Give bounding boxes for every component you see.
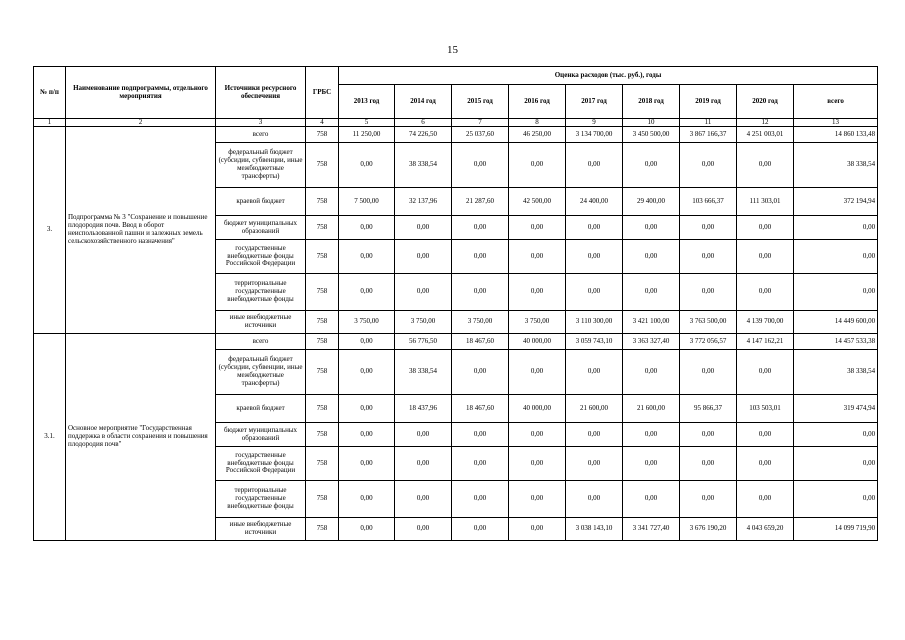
- value-cell: 21 600,00: [623, 395, 680, 423]
- total-cell: 372 194,94: [794, 188, 878, 216]
- header-year: 2020 год: [737, 85, 794, 119]
- value-cell: 0,00: [623, 143, 680, 188]
- value-cell: 0,00: [566, 423, 623, 447]
- value-cell: 74 226,50: [395, 127, 452, 143]
- value-cell: 3 867 166,37: [680, 127, 737, 143]
- value-cell: 0,00: [680, 447, 737, 481]
- source-cell: краевой бюджет: [216, 395, 306, 423]
- grbs-cell: 758: [306, 395, 339, 423]
- value-cell: 3 110 300,00: [566, 311, 623, 334]
- source-cell: территориальные государственные внебюджетные фонды: [216, 274, 306, 311]
- page-number: 15: [447, 44, 458, 56]
- total-cell: 319 474,94: [794, 395, 878, 423]
- source-cell: государственные внебюджетные фонды Российской Федерации: [216, 447, 306, 481]
- value-cell: 11 250,00: [339, 127, 395, 143]
- value-cell: 29 400,00: [623, 188, 680, 216]
- column-number: 3: [216, 119, 306, 127]
- value-cell: 0,00: [566, 143, 623, 188]
- value-cell: 25 037,60: [452, 127, 509, 143]
- header-year: 2016 год: [509, 85, 566, 119]
- value-cell: 0,00: [452, 216, 509, 240]
- value-cell: 0,00: [395, 216, 452, 240]
- value-cell: 0,00: [680, 350, 737, 395]
- value-cell: 0,00: [452, 423, 509, 447]
- column-number: 12: [737, 119, 794, 127]
- value-cell: 0,00: [509, 350, 566, 395]
- column-number: 10: [623, 119, 680, 127]
- value-cell: 42 500,00: [509, 188, 566, 216]
- value-cell: 7 500,00: [339, 188, 395, 216]
- value-cell: 0,00: [452, 481, 509, 518]
- value-cell: 0,00: [623, 447, 680, 481]
- header-year: 2018 год: [623, 85, 680, 119]
- value-cell: 3 750,00: [339, 311, 395, 334]
- value-cell: 0,00: [623, 481, 680, 518]
- value-cell: 95 866,37: [680, 395, 737, 423]
- value-cell: 3 059 743,10: [566, 334, 623, 350]
- value-cell: 3 763 500,00: [680, 311, 737, 334]
- source-cell: бюджет муниципальных образований: [216, 216, 306, 240]
- value-cell: 0,00: [339, 334, 395, 350]
- value-cell: 0,00: [623, 274, 680, 311]
- grbs-cell: 758: [306, 334, 339, 350]
- value-cell: 0,00: [509, 447, 566, 481]
- header-year: 2013 год: [339, 85, 395, 119]
- total-cell: 0,00: [794, 481, 878, 518]
- value-cell: 0,00: [566, 240, 623, 274]
- source-cell: федеральный бюджет (субсидии, субвенции, иные межбюджетные трансферты): [216, 143, 306, 188]
- header-name: Наименование подпрограммы, отдельного мероприятия: [66, 67, 216, 119]
- value-cell: 0,00: [339, 240, 395, 274]
- total-cell: 14 099 719,90: [794, 518, 878, 541]
- source-cell: территориальные государственные внебюджетные фонды: [216, 481, 306, 518]
- total-cell: 14 860 133,48: [794, 127, 878, 143]
- grbs-cell: 758: [306, 518, 339, 541]
- value-cell: 0,00: [452, 240, 509, 274]
- column-number: 7: [452, 119, 509, 127]
- column-number: 2: [66, 119, 216, 127]
- value-cell: 4 147 162,21: [737, 334, 794, 350]
- source-cell: краевой бюджет: [216, 188, 306, 216]
- value-cell: 111 303,01: [737, 188, 794, 216]
- source-cell: бюджет муниципальных образований: [216, 423, 306, 447]
- column-number: 4: [306, 119, 339, 127]
- value-cell: 0,00: [566, 350, 623, 395]
- header-total: всего: [794, 85, 878, 119]
- value-cell: 0,00: [395, 447, 452, 481]
- value-cell: 0,00: [339, 423, 395, 447]
- value-cell: 46 250,00: [509, 127, 566, 143]
- table-row: [34, 127, 878, 143]
- total-cell: 0,00: [794, 423, 878, 447]
- total-cell: 38 338,54: [794, 143, 878, 188]
- column-number: 13: [794, 119, 878, 127]
- total-cell: 0,00: [794, 447, 878, 481]
- value-cell: 38 338,54: [395, 143, 452, 188]
- total-cell: 0,00: [794, 216, 878, 240]
- value-cell: 0,00: [566, 274, 623, 311]
- source-cell: всего: [216, 127, 306, 143]
- source-cell: государственные внебюджетные фонды Российской Федерации: [216, 240, 306, 274]
- value-cell: 0,00: [623, 216, 680, 240]
- value-cell: 21 287,60: [452, 188, 509, 216]
- value-cell: 0,00: [680, 481, 737, 518]
- grbs-cell: 758: [306, 481, 339, 518]
- total-cell: 0,00: [794, 240, 878, 274]
- value-cell: 0,00: [509, 518, 566, 541]
- column-number: 1: [34, 119, 66, 127]
- value-cell: 0,00: [509, 143, 566, 188]
- value-cell: 0,00: [452, 350, 509, 395]
- value-cell: 56 776,50: [395, 334, 452, 350]
- column-number: 9: [566, 119, 623, 127]
- column-numbers-row: [34, 119, 878, 127]
- value-cell: 0,00: [509, 274, 566, 311]
- value-cell: 24 400,00: [566, 188, 623, 216]
- value-cell: 0,00: [452, 518, 509, 541]
- value-cell: 3 421 100,00: [623, 311, 680, 334]
- value-cell: 0,00: [395, 481, 452, 518]
- column-number: 5: [339, 119, 395, 127]
- grbs-cell: 758: [306, 447, 339, 481]
- table-body: [34, 127, 878, 541]
- value-cell: 3 134 700,00: [566, 127, 623, 143]
- value-cell: 38 338,54: [395, 350, 452, 395]
- value-cell: 0,00: [339, 481, 395, 518]
- value-cell: 0,00: [509, 216, 566, 240]
- value-cell: 32 137,96: [395, 188, 452, 216]
- value-cell: 0,00: [737, 274, 794, 311]
- source-cell: всего: [216, 334, 306, 350]
- table-row: [34, 334, 878, 350]
- value-cell: 0,00: [395, 240, 452, 274]
- value-cell: 3 450 500,00: [623, 127, 680, 143]
- header-num: № п/п: [34, 67, 66, 119]
- budget-table: [33, 66, 878, 541]
- value-cell: 0,00: [395, 274, 452, 311]
- value-cell: 18 467,60: [452, 395, 509, 423]
- value-cell: 3 750,00: [509, 311, 566, 334]
- total-cell: 14 457 533,38: [794, 334, 878, 350]
- value-cell: 4 251 003,01: [737, 127, 794, 143]
- column-number: 11: [680, 119, 737, 127]
- section-name: Подпрограмма № 3 "Сохранение и повышение плодородия почв. Ввод в оборот неиспользованной пашни и залежных земель сельскохозяйственного назначения": [66, 127, 216, 334]
- grbs-cell: 758: [306, 350, 339, 395]
- value-cell: 40 000,00: [509, 395, 566, 423]
- value-cell: 0,00: [452, 447, 509, 481]
- value-cell: 3 363 327,40: [623, 334, 680, 350]
- value-cell: 0,00: [509, 240, 566, 274]
- value-cell: 0,00: [680, 143, 737, 188]
- value-cell: 0,00: [737, 216, 794, 240]
- value-cell: 0,00: [339, 518, 395, 541]
- value-cell: 4 043 659,20: [737, 518, 794, 541]
- value-cell: 0,00: [566, 216, 623, 240]
- value-cell: 0,00: [623, 350, 680, 395]
- value-cell: 103 666,37: [680, 188, 737, 216]
- value-cell: 0,00: [339, 216, 395, 240]
- value-cell: 3 772 056,57: [680, 334, 737, 350]
- column-number: 6: [395, 119, 452, 127]
- value-cell: 0,00: [339, 447, 395, 481]
- source-cell: иные внебюджетные источники: [216, 311, 306, 334]
- grbs-cell: 758: [306, 216, 339, 240]
- value-cell: 0,00: [737, 481, 794, 518]
- section-number: 3.: [34, 127, 66, 334]
- grbs-cell: 758: [306, 274, 339, 311]
- section-number: 3.1.: [34, 334, 66, 541]
- value-cell: 0,00: [339, 350, 395, 395]
- value-cell: 0,00: [623, 240, 680, 274]
- section-name: Основное мероприятие "Государственная поддержка в области сохранения и повышения плодородия почв": [66, 334, 216, 541]
- value-cell: 3 750,00: [452, 311, 509, 334]
- header-grbs: ГРБС: [306, 67, 339, 119]
- value-cell: 0,00: [680, 216, 737, 240]
- value-cell: 0,00: [680, 274, 737, 311]
- value-cell: 0,00: [452, 274, 509, 311]
- total-cell: 14 449 600,00: [794, 311, 878, 334]
- value-cell: 0,00: [452, 143, 509, 188]
- value-cell: 4 139 700,00: [737, 311, 794, 334]
- header-year: 2014 год: [395, 85, 452, 119]
- value-cell: 21 600,00: [566, 395, 623, 423]
- value-cell: 0,00: [339, 143, 395, 188]
- value-cell: 0,00: [566, 447, 623, 481]
- total-cell: 38 338,54: [794, 350, 878, 395]
- value-cell: 0,00: [509, 423, 566, 447]
- grbs-cell: 758: [306, 423, 339, 447]
- value-cell: 0,00: [395, 518, 452, 541]
- value-cell: 3 038 143,10: [566, 518, 623, 541]
- header-year: 2019 год: [680, 85, 737, 119]
- value-cell: 0,00: [680, 240, 737, 274]
- source-cell: иные внебюджетные источники: [216, 518, 306, 541]
- grbs-cell: 758: [306, 188, 339, 216]
- value-cell: 0,00: [737, 447, 794, 481]
- value-cell: 3 676 190,20: [680, 518, 737, 541]
- value-cell: 0,00: [737, 350, 794, 395]
- value-cell: 0,00: [339, 395, 395, 423]
- grbs-cell: 758: [306, 240, 339, 274]
- value-cell: 3 750,00: [395, 311, 452, 334]
- column-number: 8: [509, 119, 566, 127]
- header-estimate: Оценка расходов (тыс. руб.), годы: [339, 67, 878, 85]
- value-cell: 40 000,00: [509, 334, 566, 350]
- grbs-cell: 758: [306, 143, 339, 188]
- value-cell: 103 503,01: [737, 395, 794, 423]
- source-cell: федеральный бюджет (субсидии, субвенции, иные межбюджетные трансферты): [216, 350, 306, 395]
- value-cell: 0,00: [509, 481, 566, 518]
- value-cell: 0,00: [395, 423, 452, 447]
- value-cell: 3 341 727,40: [623, 518, 680, 541]
- header-year: 2015 год: [452, 85, 509, 119]
- header-source: Источники ресурсного обеспечения: [216, 67, 306, 119]
- value-cell: 0,00: [737, 240, 794, 274]
- value-cell: 18 467,60: [452, 334, 509, 350]
- value-cell: 0,00: [737, 143, 794, 188]
- value-cell: 0,00: [566, 481, 623, 518]
- grbs-cell: 758: [306, 127, 339, 143]
- value-cell: 0,00: [737, 423, 794, 447]
- value-cell: 18 437,96: [395, 395, 452, 423]
- grbs-cell: 758: [306, 311, 339, 334]
- total-cell: 0,00: [794, 274, 878, 311]
- value-cell: 0,00: [623, 423, 680, 447]
- value-cell: 0,00: [339, 274, 395, 311]
- value-cell: 0,00: [680, 423, 737, 447]
- header-year: 2017 год: [566, 85, 623, 119]
